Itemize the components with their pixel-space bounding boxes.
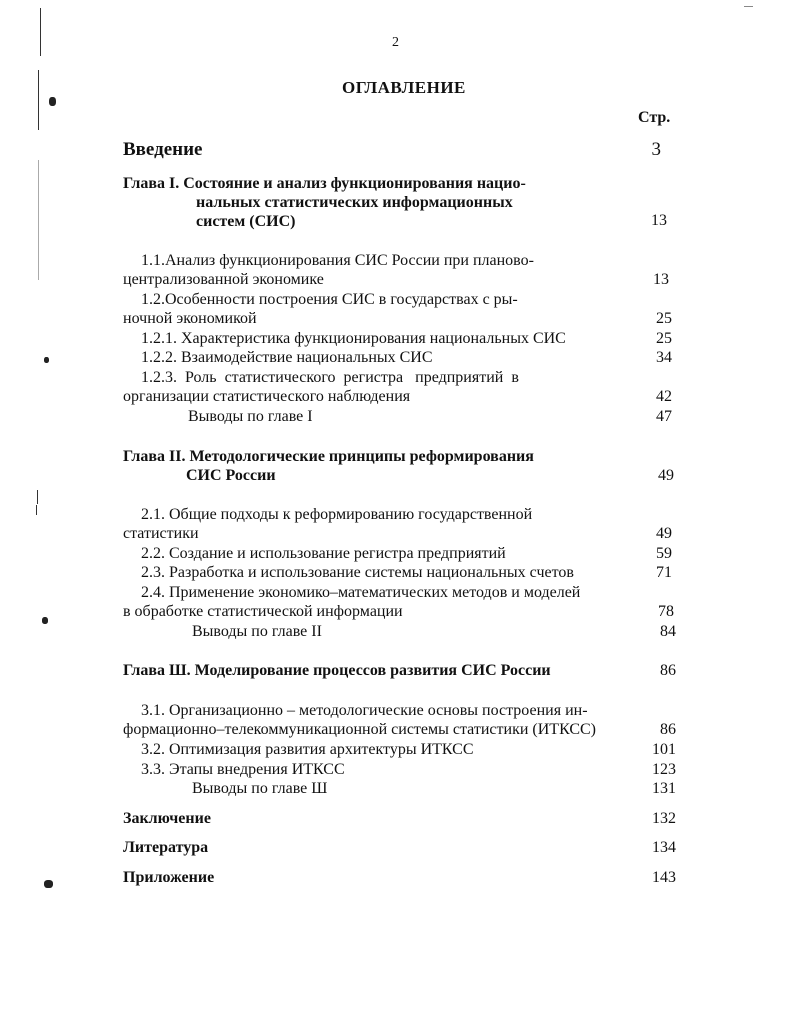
scan-edge-line — [40, 8, 41, 56]
toc-section-1-2: ночной экономикой — [123, 310, 257, 327]
toc-page-ch2: 49 — [658, 467, 674, 484]
toc-section-2-4: 2.4. Применение экономико–математических методов и моделей — [141, 584, 581, 601]
toc-section-3-2: 3.2. Оптимизация развития архитектуры ИТКСС — [141, 741, 474, 758]
scan-mark — [42, 617, 48, 624]
toc-page-intro: 3 — [651, 139, 661, 160]
toc-section-1-2: 1.2.Особенности построения СИС в государствах с ры- — [141, 291, 518, 308]
toc-page-literature: 134 — [652, 839, 676, 856]
toc-page-s3-3: 123 — [652, 761, 676, 778]
toc-entry-conclusion: Заключение — [123, 810, 211, 827]
toc-page-s2-1: 49 — [656, 525, 672, 542]
toc-chapter-2-conclusions: Выводы по главе II — [192, 623, 322, 640]
toc-chapter-2: Глава II. Методологические принципы реформирования — [123, 448, 534, 465]
toc-section-1-2-2: 1.2.2. Взаимодействие национальных СИС — [141, 349, 433, 366]
toc-section-1-1: централизованной экономике — [123, 271, 324, 288]
toc-chapter-2: СИС России — [186, 467, 276, 484]
toc-section-1-2-3: организации статистического наблюдения — [123, 388, 411, 405]
page-title: ОГЛАВЛЕНИЕ — [342, 78, 466, 97]
toc-section-2-4: в обработке статистической информации — [123, 603, 403, 620]
toc-chapter-1: Глава I. Состояние и анализ функционирования нацио- — [123, 175, 526, 192]
toc-section-2-3: 2.3. Разработка и использование системы национальных счетов — [141, 564, 574, 581]
toc-entry-intro: Введение — [123, 139, 203, 160]
scan-edge-line — [744, 6, 753, 7]
toc-page-s3-2: 101 — [652, 741, 676, 758]
toc-section-2-1: статистики — [123, 525, 199, 542]
toc-section-1-2-1: 1.2.1. Характеристика функционирования национальных СИС — [141, 330, 566, 347]
toc-chapter-1: нальных статистических информационных — [196, 194, 513, 211]
toc-page-s1-2-3: 42 — [656, 388, 672, 405]
toc-page-s1-2-2: 34 — [656, 349, 672, 366]
toc-page-s1-2: 25 — [656, 310, 672, 327]
toc-page-s2-3: 71 — [656, 564, 672, 581]
scan-edge-line — [38, 70, 39, 130]
toc-page-ch3: 86 — [660, 662, 676, 679]
toc-chapter-3: Глава Ш. Моделирование процессов развития СИС России — [123, 662, 551, 679]
scan-mark — [44, 880, 53, 888]
scan-mark — [44, 357, 49, 363]
toc-page-conclusion: 132 — [652, 810, 676, 827]
toc-chapter-1-conclusions: Выводы по главе I — [188, 408, 313, 425]
toc-section-2-2: 2.2. Создание и использование регистра предприятий — [141, 545, 506, 562]
toc-page-c3: 131 — [652, 780, 676, 797]
scan-edge-line — [36, 505, 37, 515]
toc-entry-literature: Литература — [123, 839, 209, 856]
scan-edge-line — [37, 490, 38, 504]
scan-edge-line — [38, 160, 39, 280]
toc-section-1-2-3: 1.2.3. Роль статистического регистра предприятий в — [141, 369, 519, 386]
toc-page-s1-1: 13 — [653, 271, 669, 288]
toc-entry-appendix: Приложение — [123, 869, 215, 886]
toc-section-3-1: формационно–телекоммуникационной системы статистики (ИТКСС) — [123, 721, 597, 738]
toc-page-c1: 47 — [656, 408, 672, 425]
toc-section-1-1: 1.1.Анализ функционирования СИС России при планово- — [141, 252, 534, 269]
toc-page-appendix: 143 — [652, 869, 676, 886]
toc-section-3-3: 3.3. Этапы внедрения ИТКСС — [141, 761, 345, 778]
toc-chapter-1: систем (СИС) — [196, 213, 296, 230]
toc-page-ch1: 13 — [651, 212, 667, 229]
toc-page-s3-1: 86 — [660, 721, 676, 738]
toc-chapter-3-conclusions: Выводы по главе Ш — [192, 780, 328, 797]
page-number: 2 — [392, 35, 399, 50]
toc-page-s2-2: 59 — [656, 545, 672, 562]
scan-mark — [49, 97, 56, 106]
toc-page-c2: 84 — [660, 623, 676, 640]
toc-page-s2-4: 78 — [658, 603, 674, 620]
toc-page-s1-2-1: 25 — [656, 330, 672, 347]
toc-section-2-1: 2.1. Общие подходы к реформированию государственной — [141, 506, 533, 523]
page-column-label: Стр. — [638, 109, 671, 126]
toc-section-3-1: 3.1. Организационно – методологические основы построения ин- — [141, 702, 588, 719]
